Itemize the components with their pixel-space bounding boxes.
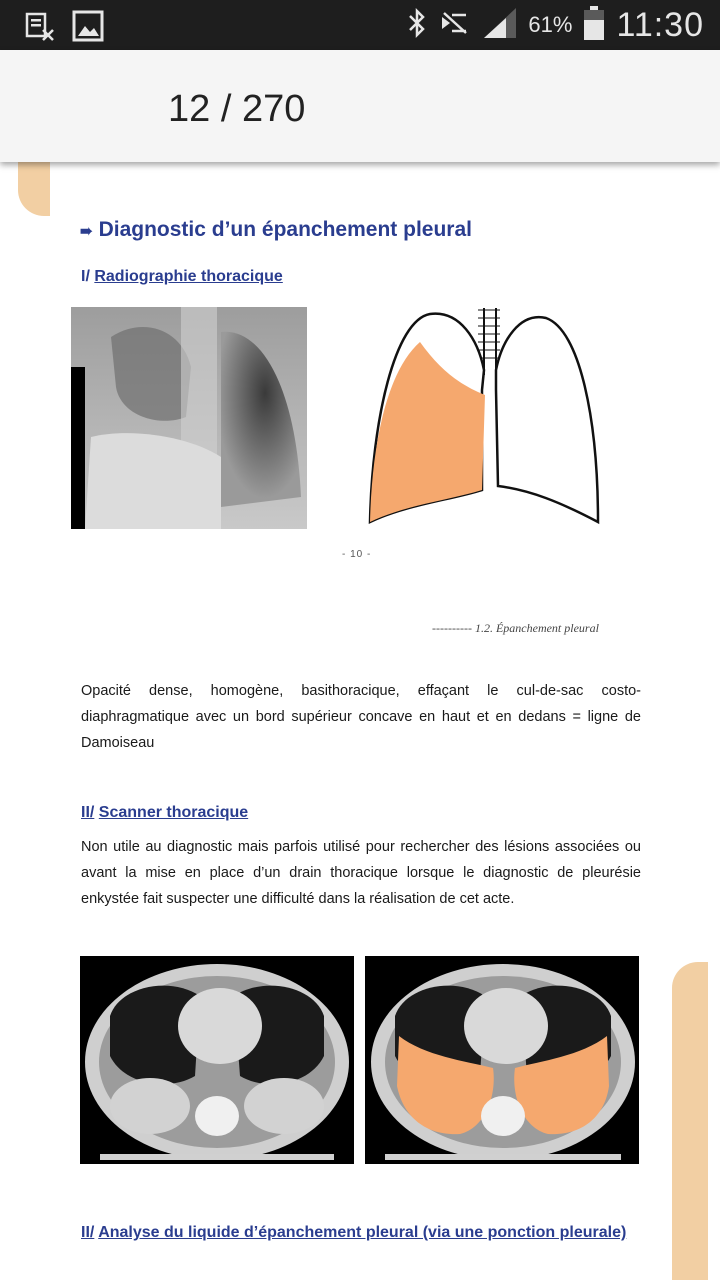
ct-scan-annotated-image <box>365 956 639 1164</box>
lung-effusion-diagram <box>360 300 610 532</box>
chapter-label: ---------- 1.2. Épanchement pleural <box>432 621 599 635</box>
subsection-title: Analyse du liquide d’épanchement pleural (via une ponction pleurale) <box>98 1224 627 1241</box>
paragraph-scanner: Non utile au diagnostic mais parfois utilisé pour rechercher des lésions associées ou avant la mise en place d’un drain thoracique lorsque le diagnostic de pleurésie enkystée fait suspecter une difficulté dans la réalisation de cet acte. <box>81 839 641 907</box>
subsection-analyse <box>81 1220 641 1246</box>
clipboard-x-icon <box>24 10 56 47</box>
page-counter: 12 / 270 <box>168 88 306 130</box>
paragraph-radiographie: Opacité dense, homogène, basithoracique, effaçant le cul-de-sac costo-diaphragmatique avec un bord supérieur concave en haut et en dedans = ligne de Damoiseau <box>81 683 641 751</box>
status-bar <box>0 0 720 50</box>
subsection-title: Radiographie thoracique <box>94 268 283 285</box>
page-tab-decoration-left <box>18 162 50 216</box>
page-number: - 10 - <box>342 549 372 560</box>
arrow-icon: ➠ <box>80 223 93 240</box>
subsection-number: II/ <box>81 1224 95 1241</box>
image-icon <box>72 10 104 47</box>
ct-scan-image <box>80 956 354 1164</box>
subsection-title: Scanner thoracique <box>98 804 249 821</box>
viewer-toolbar[interactable] <box>0 50 720 162</box>
clock: 11:30 <box>616 5 704 44</box>
subsection-radiographie <box>81 268 283 286</box>
battery-icon <box>582 5 606 46</box>
document-page[interactable] <box>0 162 720 1280</box>
mute-icon <box>438 7 472 44</box>
page-tab-decoration-right <box>672 962 708 1280</box>
section-heading-text: Diagnostic d’un épanchement pleural <box>98 218 472 241</box>
signal-icon <box>482 6 518 45</box>
subsection-number: I/ <box>81 268 90 285</box>
section-heading <box>80 218 472 242</box>
subsection-number: II/ <box>81 804 95 821</box>
chest-xray-image <box>71 307 307 529</box>
bluetooth-icon <box>406 7 428 44</box>
battery-percent: 61% <box>528 12 573 37</box>
subsection-scanner <box>81 804 248 822</box>
